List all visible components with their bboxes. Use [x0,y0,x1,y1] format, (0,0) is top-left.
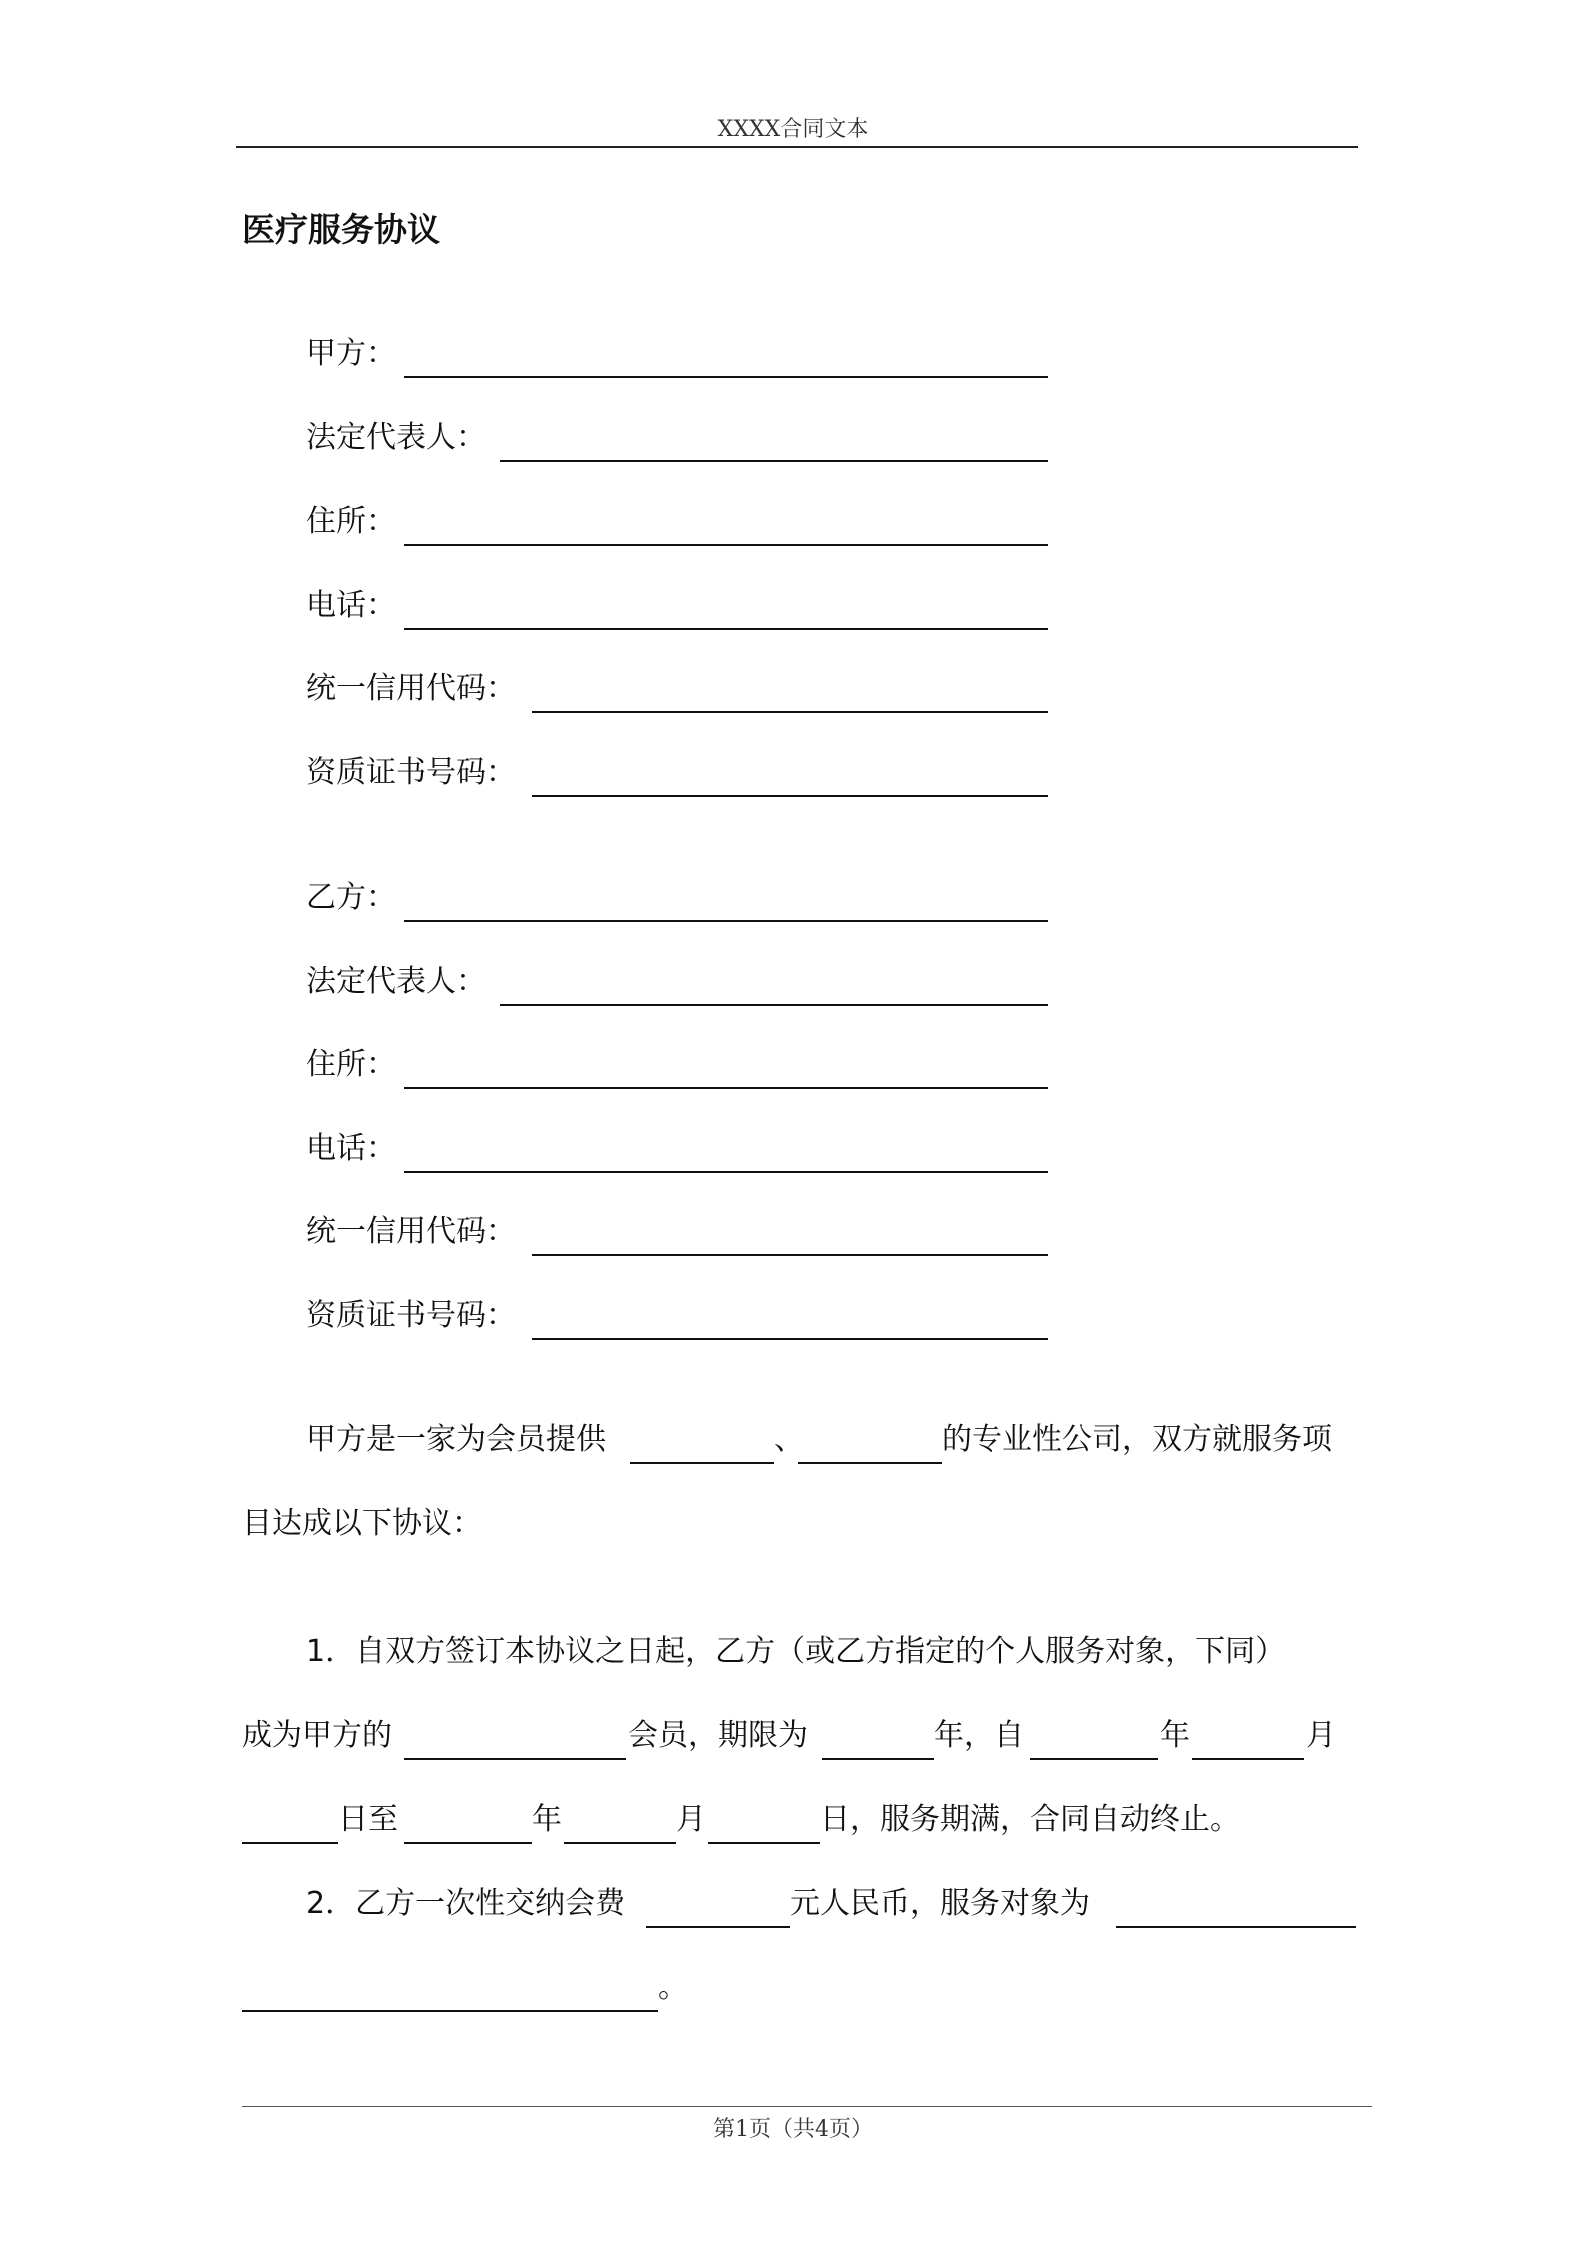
term-years-blank[interactable] [822,1758,934,1760]
clause-1-text-term: 会员，期限为 [628,1718,808,1753]
party-a-address-blank[interactable] [404,544,1048,546]
intro-separator: 、 [774,1422,804,1457]
party-b-legal-rep-label: 法定代表人： [306,964,486,999]
clause-1-text-membership: 成为甲方的 [242,1718,392,1753]
clause-1-text-end-month: 月 [676,1802,706,1837]
start-year-blank[interactable] [1030,1758,1158,1760]
service-target-blank-2[interactable] [242,2010,658,2012]
party-a-legal-rep-label: 法定代表人： [306,420,486,455]
service-target-blank-1[interactable] [1116,1926,1356,1928]
clause-1-text-end-year: 年 [532,1802,562,1837]
clause-2-text-target: 元人民币，服务对象为 [790,1886,1090,1921]
header-divider [236,146,1358,148]
party-a-cert-number-label: 资质证书号码： [306,755,516,790]
document-title: 医疗服务协议 [242,210,440,249]
clause-1-line-1: 1．自双方签订本协议之日起，乙方（或乙方指定的个人服务对象，下同） [306,1634,1286,1669]
party-b-cert-number-label: 资质证书号码： [306,1298,516,1333]
fee-amount-blank[interactable] [646,1926,790,1928]
party-a-phone-blank[interactable] [404,628,1048,630]
party-b-legal-rep-blank[interactable] [500,1004,1048,1006]
party-a-name-blank[interactable] [404,376,1048,378]
party-a-address-label: 住所： [306,504,396,539]
page-number: 第1页（共4页） [713,2117,873,2142]
party-a-cert-number-blank[interactable] [532,795,1048,797]
intro-text-1: 甲方是一家为会员提供 [306,1422,606,1457]
party-a-name-label: 甲方： [306,336,396,371]
party-a-credit-code-blank[interactable] [532,711,1048,713]
party-b-address-label: 住所： [306,1047,396,1082]
intro-service-blank-2[interactable] [798,1462,942,1464]
party-b-credit-code-blank[interactable] [532,1254,1048,1256]
page-header: XXXX合同文本 [717,117,869,142]
clause-1-text-until: 日至 [338,1802,398,1837]
party-a-credit-code-label: 统一信用代码： [306,671,516,706]
party-a-phone-label: 电话： [306,588,396,623]
clause-1-text-from: 年，自 [934,1718,1024,1753]
start-day-blank[interactable] [242,1842,338,1844]
end-day-blank[interactable] [708,1842,820,1844]
clause-1-text-end: 日，服务期满，合同自动终止。 [820,1802,1240,1837]
party-b-phone-blank[interactable] [404,1171,1048,1173]
party-b-name-blank[interactable] [404,920,1048,922]
party-b-address-blank[interactable] [404,1087,1048,1089]
clause-1-text-year: 年 [1160,1718,1190,1753]
intro-service-blank-1[interactable] [630,1462,774,1464]
party-b-cert-number-blank[interactable] [532,1338,1048,1340]
party-b-phone-label: 电话： [306,1131,396,1166]
clause-1-text-month: 月 [1306,1718,1336,1753]
footer-divider [242,2106,1372,2107]
end-month-blank[interactable] [564,1842,676,1844]
intro-text-2: 的专业性公司，双方就服务项 [942,1422,1332,1457]
start-month-blank[interactable] [1192,1758,1304,1760]
party-b-name-label: 乙方： [306,880,396,915]
party-a-legal-rep-blank[interactable] [500,460,1048,462]
intro-text-3: 目达成以下协议： [242,1506,482,1541]
clause-2-text-fee: 2．乙方一次性交纳会费 [306,1886,626,1921]
membership-type-blank[interactable] [404,1758,626,1760]
end-year-blank[interactable] [404,1842,532,1844]
party-b-credit-code-label: 统一信用代码： [306,1214,516,1249]
clause-2-period: 。 [658,1970,688,2005]
